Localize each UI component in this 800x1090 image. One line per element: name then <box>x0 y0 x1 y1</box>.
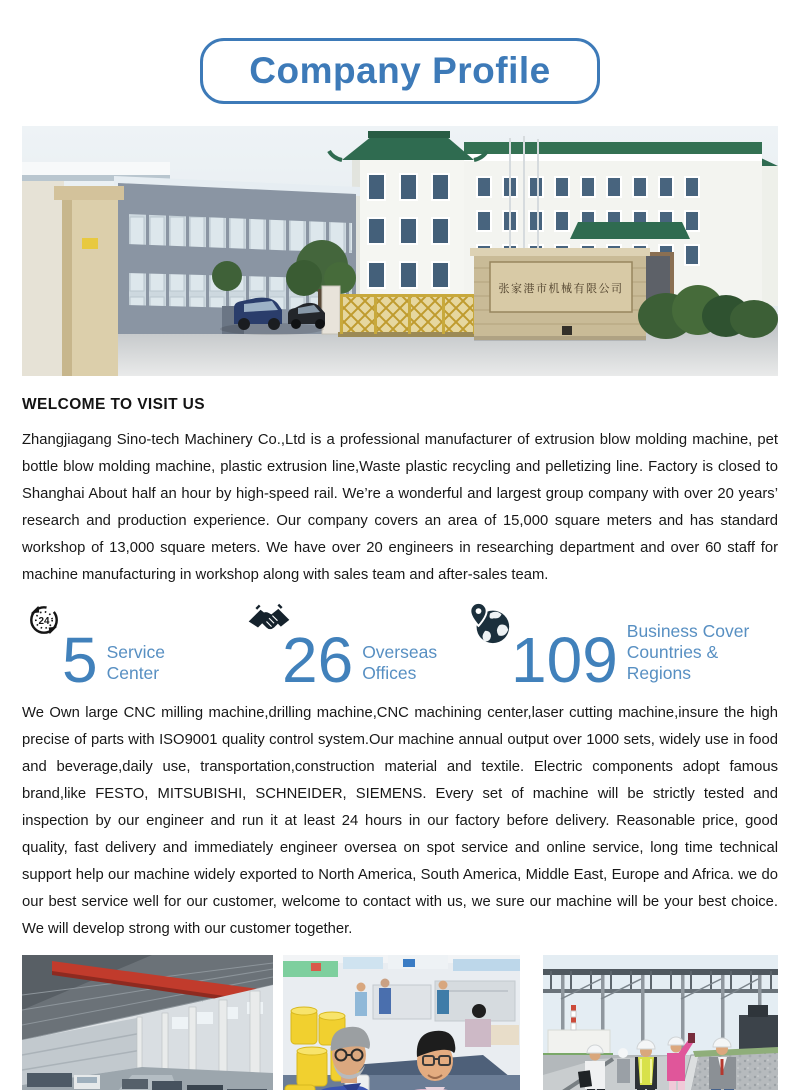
stat-label-line2: Countries & Regions <box>626 642 719 683</box>
stat-label-line1: Service <box>106 642 165 662</box>
stat-label <box>362 642 437 684</box>
stat-label-line1: Overseas <box>362 642 438 662</box>
photo-gallery <box>22 955 778 1090</box>
workshop-interior-photo <box>22 955 273 1090</box>
stat-label <box>107 642 165 684</box>
stat-label-line2: Center <box>106 663 160 683</box>
stat-service-center <box>22 599 234 696</box>
stat-label-line1: Business Cover <box>626 621 750 641</box>
stats-row <box>22 599 778 696</box>
site-visit-photo <box>543 955 778 1090</box>
intro-paragraph: Zhangjiagang Sino-tech Machinery Co.,Ltd is a professional manufacturer of extrusion blow molding machine, pet bottle blow molding machine, plastic extrusion line,Waste plastic recycling and pelletizing line. Factory is closed to Shanghai About half an hour by high-speed rail. We’re a wonderful and largest group company with over 20 years’ research and production experience. Our company covers an area of 15,000 square meters and has standard workshop of 13,000 square meters. We have over 20 engineers in researching department and over 60 staff for machine manufacturing in workshop along with sales team and after-sales team. <box>22 432 778 583</box>
trade-show-photo <box>283 955 520 1090</box>
globe-location-pin-icon <box>466 601 514 652</box>
stat-value: 5 <box>62 623 98 696</box>
handshake-icon <box>247 601 291 642</box>
capability-paragraph: We Own large CNC milling machine,drilling machine,CNC machining center,laser cutting machine,insure the high precise of parts with ISO9001 quality control system.Our machine annual output over 1000 sets, widely use in food and beverage,daily use, transportation,construction material and textile. Electric components adopt famous brand,like FESTO, MITSUBISHI, SCHNEIDER, SIEMENS. Every set of machine will be strictly tested and inspection by our engineer and run it at least 24 hours in our factory before delivery. Reasonable price, good quality, fast delivery and immediately engineer oversea on spot service and online service, long time technical support help our machine widely exported to North America, South America, Middle East, Europe and Africa. we do our best service well for our customer, welcome to contact with us, we sure our machine will be your best choice. We will develop strong with our customer together. <box>22 705 778 937</box>
section-title: Company Profile <box>249 50 551 91</box>
factory-exterior-illustration <box>22 126 778 376</box>
stat-business-cover <box>459 599 778 696</box>
tower-windows <box>368 174 449 288</box>
stat-value: 26 <box>282 623 354 696</box>
stat-label <box>627 621 778 684</box>
stat-label-line2: Offices <box>362 663 417 683</box>
24-hours-clock-icon <box>28 601 60 644</box>
welcome-heading: WELCOME TO VISIT US <box>22 396 205 413</box>
factory-sign-text: 张家港市机械有限公司 <box>498 283 624 295</box>
stat-value: 109 <box>511 623 618 696</box>
factory-exterior-photo <box>22 126 778 376</box>
section-title-box <box>200 38 600 104</box>
title-row <box>0 0 800 104</box>
stat-overseas-offices <box>234 599 459 696</box>
clock-icon-text: 24 <box>38 615 50 627</box>
